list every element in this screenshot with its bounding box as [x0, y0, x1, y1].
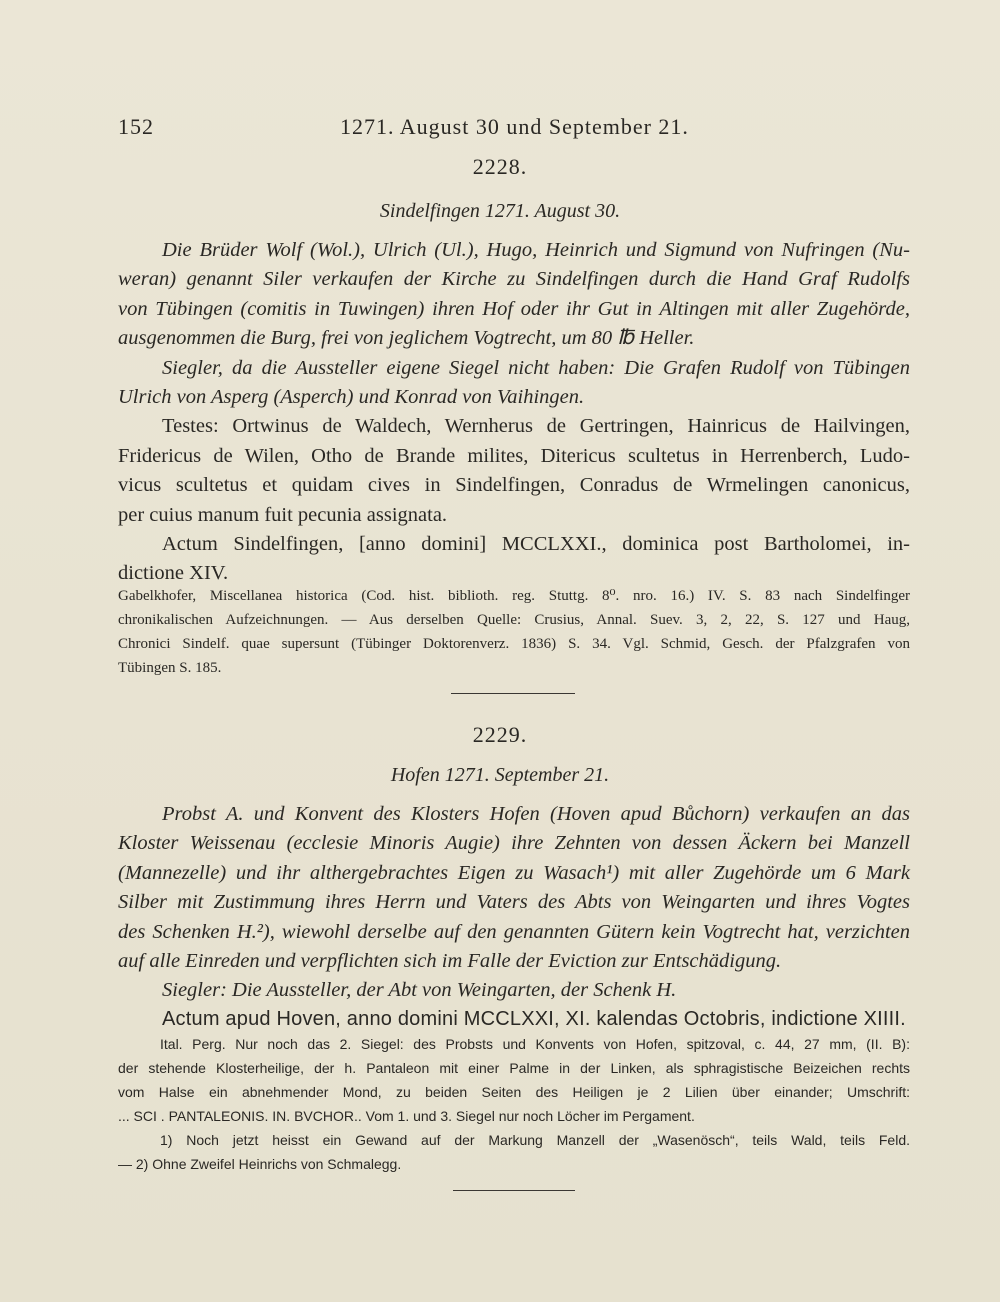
entry-2229-notes	[118, 1032, 910, 1176]
dateline-2229: Hofen 1271. September 21.	[390, 764, 610, 786]
entry-2228-notes	[118, 584, 910, 680]
footnote-line: — 2) Ohne Zweifel Heinrichs von Schmalegg.	[118, 1156, 402, 1172]
page-header	[118, 114, 910, 144]
footnote-line: 1) Noch jetzt heisst ein Gewand auf der Markung Manzell der „Wasenösch“, teils Wald, teils Feld.	[160, 1132, 910, 1148]
entry-2229-actum-block	[118, 1004, 910, 1034]
actum-line: Actum apud Hoven, anno domini MCCLXXI, XI. kalendas Octobris, indictione XIIII.	[162, 1008, 906, 1030]
actum-line: dictione XIV.	[118, 562, 229, 585]
summary-line: auf alle Einreden und verpflichten sich im Falle der Eviction zur Entschädigung.	[118, 949, 782, 972]
entry-2229-summary	[118, 800, 910, 1006]
running-head: 1271. August 30 und September 21.	[340, 114, 689, 139]
testes-line: Testes: Ortwinus de Waldech, Wernherus de Gertringen, Hainricus de Hailvingen,	[162, 415, 910, 438]
summary-line: Kloster Weissenau (ecclesie Minoris Augie) ihre Zehnten von dessen Äckern bei Manzell	[118, 832, 910, 855]
note-line: ... SCI . PANTALEONIS. IN. BVCHOR.. Vom 1. und 3. Siegel nur noch Löcher im Pergament.	[118, 1108, 695, 1124]
siegler-line: Siegler: Die Aussteller, der Abt von Weingarten, der Schenk H.	[162, 979, 677, 1002]
summary-line: Probst A. und Konvent des Klosters Hofen (Hoven apud Bůchorn) verkaufen an das	[162, 803, 910, 825]
entry-number-2228: 2228.	[472, 154, 528, 179]
summary-line: Silber mit Zustimmung ihres Herrn und Vaters des Abts von Weingarten und ihres Vogtes	[118, 891, 910, 914]
siegler-line: Siegler, da die Aussteller eigene Siegel nicht haben: Die Grafen Rudolf von Tübingen	[162, 356, 910, 379]
siegler-line: Ulrich von Asperg (Asperch) und Konrad von Vaihingen.	[118, 385, 585, 408]
entry-number-2229: 2229.	[472, 722, 528, 747]
note-line: Chronici Sindelf. quae supersunt (Tübinger Doktorenverz. 1836) S. 34. Vgl. Schmid, Gesch. der Pfalzgrafen von	[118, 636, 910, 652]
note-line: Ital. Perg. Nur noch das 2. Siegel: des Probsts und Konvents von Hofen, spitzoval, c. 44, 27 mm, (II. B):	[160, 1036, 910, 1052]
testes-line: vicus scultetus et quidam cives in Sindelfingen, Conradus de Wrmelingen canonicus,	[118, 474, 910, 497]
note-line: vom Halse ein abnehmender Mond, zu beiden Seiten des Heiligen je 2 Lilien über einander; Umschrift:	[118, 1084, 910, 1100]
actum-line: Actum Sindelfingen, [anno domini] MCCLXXI., dominica post Bartholomei, in-	[162, 532, 910, 555]
entry-2228-summary	[118, 236, 910, 589]
summary-line: weran) genannt Siler verkaufen der Kirche zu Sindelfingen durch die Hand Graf Rudolfs	[118, 268, 910, 291]
testes-line: per cuius manum fuit pecunia assignata.	[118, 503, 448, 526]
note-line: Tübingen S. 185.	[118, 660, 222, 676]
note-line: chronikalischen Aufzeichnungen. — Aus derselben Quelle: Crusius, Annal. Suev. 3, 2, 22, S. 127 und Haug,	[118, 612, 910, 628]
page-number: 152	[118, 114, 154, 139]
summary-line: ausgenommen die Burg, frei von jeglichem Vogtrecht, um 80 ℔ Heller.	[118, 327, 695, 350]
section-divider	[451, 693, 575, 694]
summary-line: (Mannezelle) und ihr althergebrachtes Eigen zu Wasach¹) mit aller Zugehörde um 6 Mark	[118, 861, 910, 884]
summary-line: des Schenken H.²), wiewohl derselbe auf den genannten Gütern kein Vogtrecht hat, verzichten	[118, 920, 910, 943]
summary-line: Die Brüder Wolf (Wol.), Ulrich (Ul.), Hugo, Heinrich und Sigmund von Nufringen (Nu-	[162, 239, 910, 261]
section-divider	[453, 1190, 575, 1191]
note-line: der stehende Klosterheilige, der h. Pantaleon mit einer Palme in der Linken, als sphragistische Beizeichen rechts	[118, 1060, 910, 1076]
dateline-2228: Sindelfingen 1271. August 30.	[379, 200, 621, 222]
testes-line: Fridericus de Wilen, Otho de Brande milites, Ditericus scultetus in Herrenberch, Ludo-	[118, 444, 910, 467]
summary-line: von Tübingen (comitis in Tuwingen) ihren Hof oder ihr Gut in Altingen mit aller Zugehörde,	[118, 297, 910, 320]
note-line: Gabelkhofer, Miscellanea historica (Cod. hist. biblioth. reg. Stuttg. 8⁰. nro. 16.) IV. S. 83 nach Sindelfinger	[118, 588, 910, 604]
